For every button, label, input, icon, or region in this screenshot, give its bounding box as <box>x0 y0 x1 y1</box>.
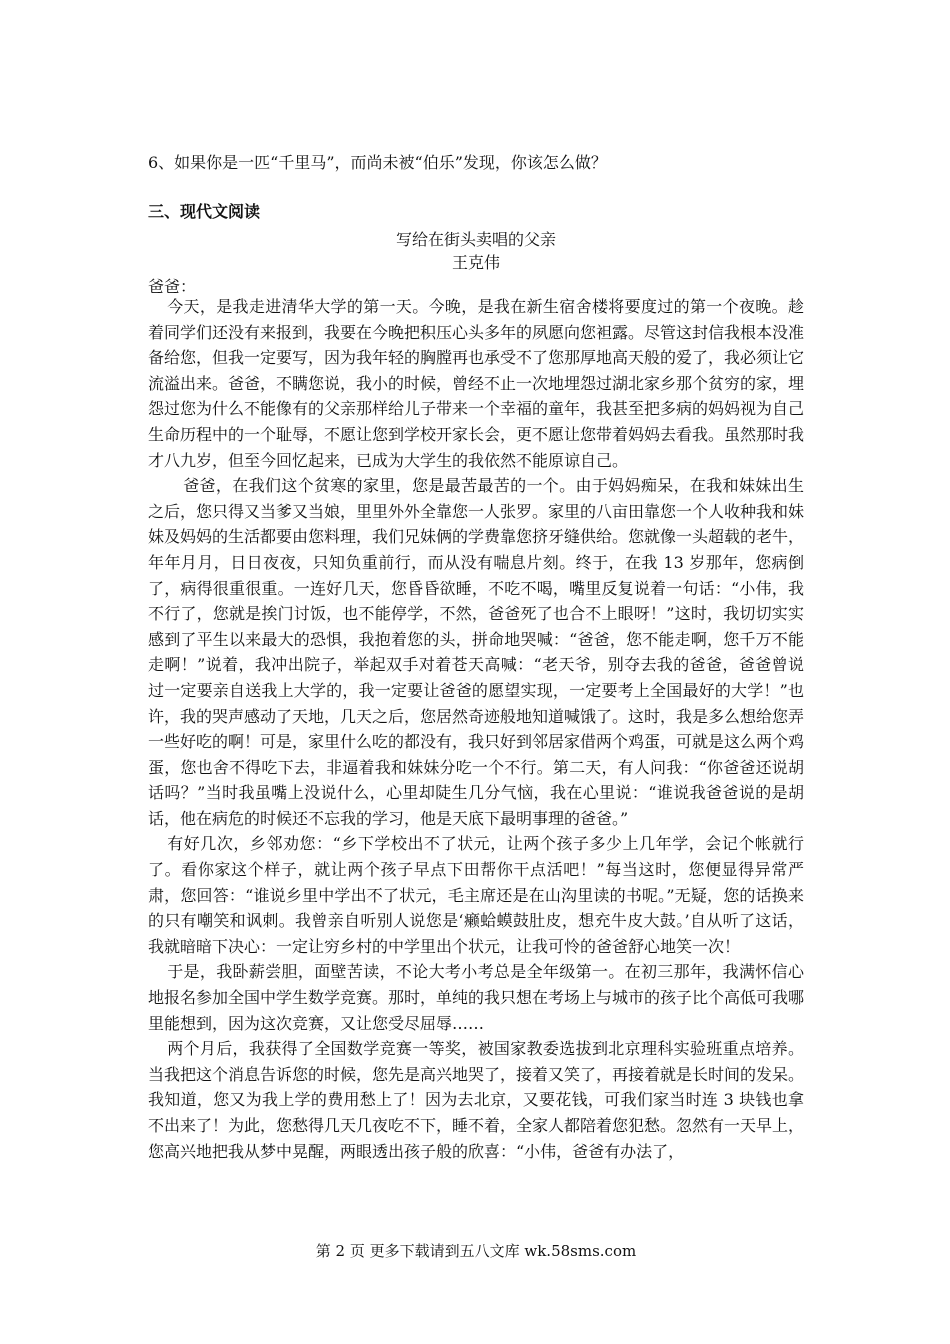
paragraph-1: 今天，是我走进清华大学的第一天。今晚，是我在新生宿舍楼将要度过的第一个夜晚。趁着同学们还没有来报到，我要在今晚把积压心头多年的夙愿向您袒露。尽管这封信我根本没准备给您，但我一定要写，因为我年轻的胸膛再也承受不了您那厚地高天般的爱了，我必须让它流溢出来。爸爸，不瞒您说，我小的时候，曾经不止一次地埋怨过湖北家乡那个贫穷的家，埋怨过您为什么不能像有的父亲那样给儿子带来一个幸福的童年，我甚至把多病的妈妈视为自己生命历程中的一个耻辱，不愿让您到学校开家长会，更不愿让您带着妈妈去看我。虽然那时我才八九岁，但至今回忆起来，已成为大学生的我依然不能原谅自己。 <box>148 297 805 470</box>
paragraph-4: 于是，我卧薪尝胆，面壁苦读，不论大考小考总是全年级第一。在初三那年，我满怀信心地报名参加全国中学生数学竞赛。那时，单纯的我只想在考场上与城市的孩子比个高低可我哪里能想到，因为这次竞赛，又让您受尽屈辱…… <box>148 962 805 1033</box>
paragraph-2: 爸爸，在我们这个贫寒的家里，您是最苦最苦的一个。由于妈妈痴呆，在我和妹妹出生之后，您只得又当爹又当娘，里里外外全靠您一人张罗。家里的八亩田靠您一个人收种我和妹妹及妈妈的生活都要由您料理，我们兄妹俩的学费靠您挤牙缝供给。您就像一头超载的老牛，年年月月，日日夜夜，只知负重前行，而从没有喘息片刻。终于，在我 13 岁那年，您病倒了，病得很重很重。一连好几天，您昏昏欲睡，不吃不喝，嘴里反复说着一句话：“小伟，我不行了，您就是挨门讨饭，也不能停学，不然，爸爸死了也合不上眼呀！”这时，我切切实实感到了平生以来最大的恐惧，我抱着您的头，拼命地哭喊：“爸爸，您不能走啊，您千万不能走啊！”说着，我冲出院子，举起双手对着苍天高喊：“老天爷，别夺去我的爸爸，爸爸曾说过一定要亲自送我上大学的，我一定要让爸爸的愿望实现，一定要考上全国最好的大学！”也许，我的哭声感动了天地，几天之后，您居然奇迹般地知道喊饿了。这时，我是多么想给您弄一些好吃的啊！可是，家里什么吃的都没有，我只好到邻居家借两个鸡蛋，可就是这么两个鸡蛋，您也舍不得吃下去，非逼着我和妹妹分吃一个不行。第二天，有人问我：“你爸爸还说胡话吗？”当时我虽嘴上没说什么，心里却陡生几分气恼，我在心里说：“谁说我爸爸说的是胡话，他在病危的时候还不忘我的学习，他是天底下最明事理的爸爸。” <box>148 476 805 828</box>
article-title: 写给在街头卖唱的父亲 <box>395 230 556 249</box>
paragraph-5: 两个月后，我获得了全国数学竞赛一等奖，被国家教委选拔到北京理科实验班重点培养。当我把这个消息告诉您的时候，您先是高兴地哭了，接着又笑了，再接着就是长时间的发呆。我知道，您又为我上学的费用愁上了！因为去北京，又要花钱，可我们家当时连 3 块钱也拿不出来了！为此，您愁得几天几夜吃不下，睡不着，全家人都陪着您犯愁。忽然有一天早上，您高兴地把我从梦中晃醒，两眼透出孩子般的欣喜：“小伟，爸爸有办法了， <box>148 1039 805 1161</box>
article-body <box>148 294 804 1164</box>
page-footer: 第 2 页 更多下载请到五八文库 wk.58sms.com <box>315 1242 637 1260</box>
question-6: 6、如果你是一匹“千里马”，而尚未被“伯乐”发现，你该怎么做？ <box>148 153 607 172</box>
section-heading: 三、现代文阅读 <box>148 202 261 221</box>
letter-salutation: 爸爸： <box>148 277 197 296</box>
article-author: 王克伟 <box>451 253 500 272</box>
paragraph-3: 有好几次，乡邻劝您：“乡下学校出不了状元，让两个孩子多少上几年学，会记个帐就行了。看你家这个样子，就让两个孩子早点下田帮你干点活吧！”每当这时，您便显得异常严肃，您回答：“谁说乡里中学出不了状元，毛主席还是在山沟里读的书呢。”无疑，您的话换来的只有嘲笑和讽刺。我曾亲自听别人说您是‘癞蛤蟆鼓肚皮，想充牛皮大鼓。’自从听了这话，我就暗暗下决心：一定让穷乡村的中学里出个状元，让我可怜的爸爸舒心地笑一次！ <box>148 834 804 956</box>
